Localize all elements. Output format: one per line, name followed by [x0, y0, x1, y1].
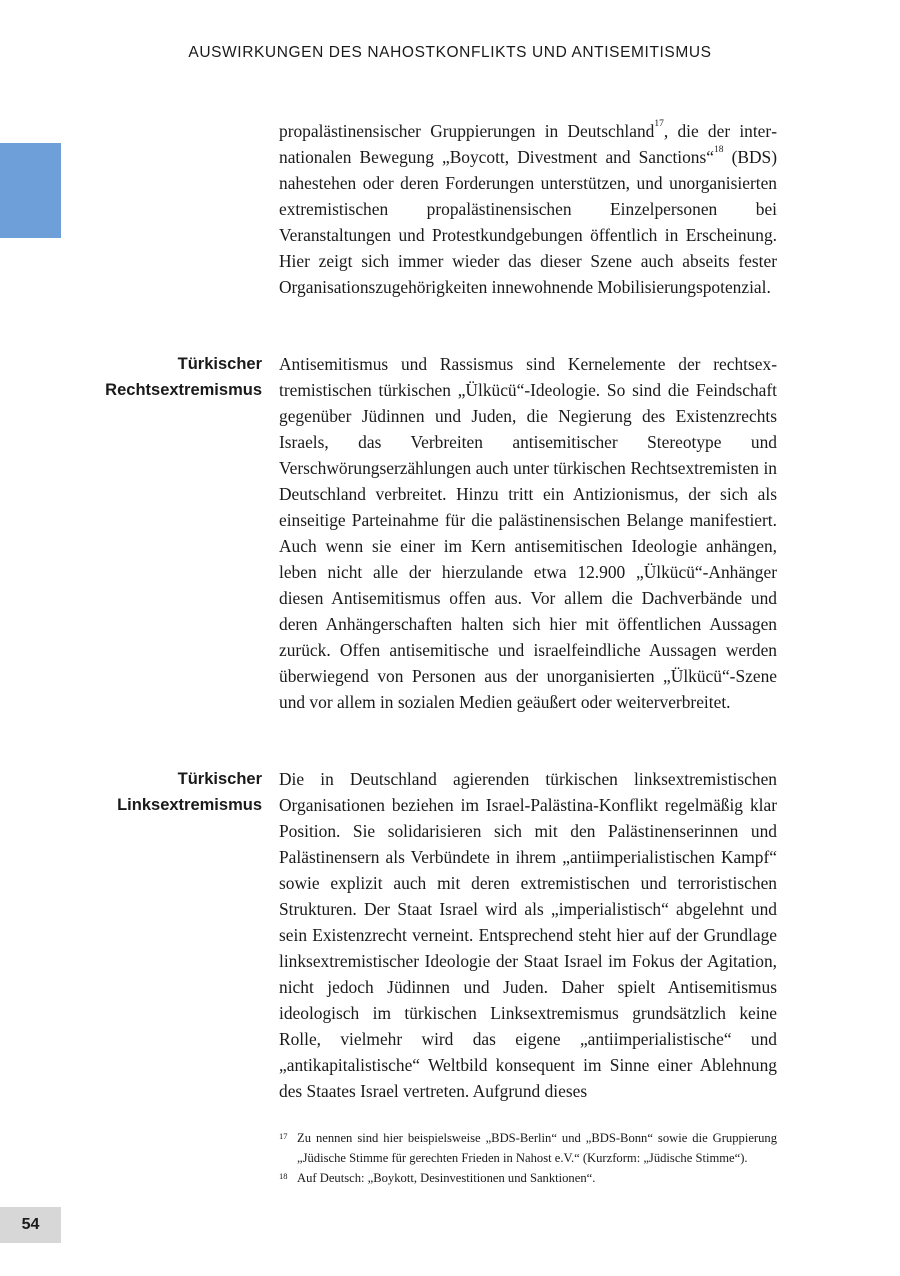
footnote-18: [279, 1168, 777, 1188]
paragraph-text-part2: , die der internationalen Bewegung „Boycott, Divestment and Sanctions“: [279, 121, 777, 167]
footnotes: [279, 1128, 777, 1188]
footnote-ref-18: 18: [714, 145, 724, 155]
margin-heading-line1: Türkischer: [177, 770, 262, 788]
footnote-mark: 17: [279, 1131, 288, 1141]
page-number: 54: [0, 1207, 61, 1243]
margin-heading-line1: Türkischer: [177, 355, 262, 373]
footnote-mark: 18: [279, 1171, 288, 1181]
paragraph-text-part1: propalästinensischer Gruppierungen in Deutschland: [279, 121, 655, 141]
paragraph-linksextremismus: Die in Deutschland agierenden türkischen linksextremistischen Organisationen beziehen im Israel-Palästina-Konflikt regelmäßig klar Position. Sie solidarisieren sich mit den Palästinenserinnen und Palästinensern als Verbündete in ihrem „antiimperialistischen Kampf“ sowie explizit auch mit deren extremistischen und terroristischen Strukturen. Der Staat Israel wird als „imperialistisch“ abgelehnt und sein Existenzrecht verneint. Entsprechend steht hier auf der Grundlage linksextremistischer Ideologie der Staat Israel im Fokus der Agitation, nicht jedoch Jüdinnen und Juden. Daher spielt Antisemitismus ideologisch im türkischen Linksextremismus grundsätzlich keine Rolle, vielmehr wird das eigene „antiimperialistische“ und „antikapitalistische“ Weltbild konsequent im Sinne einer Ablehnung des Staates Israel vertreten. Aufgrund dieses: [279, 769, 777, 1101]
chapter-tab-marker: [0, 143, 61, 238]
footnote-ref-17: 17: [654, 119, 664, 129]
paragraph-text-part3: (BDS) nahestehen oder deren Forderungen unterstützen, und unorganisierten extremistischen propalästinensischen Einzelpersonen bei Veranstaltungen und Protestkundgebungen öffentlich in Erscheinung. Hier zeigt sich immer wieder das dieser Szene auch abseits fester Organisationszugehörigkeiten innewohnende Mobilisierungspotenzial.: [279, 147, 777, 297]
running-header: AUSWIRKUNGEN DES NAHOSTKONFLIKTS UND ANTISEMITISMUS: [188, 44, 712, 61]
footnote-17: [279, 1128, 777, 1168]
paragraph-continuation: [279, 118, 777, 300]
paragraph-rechtsextremismus: Antisemitismus und Rassismus sind Kernelemente der rechtsextremistischen türkischen „Ülkücü“-Ideologie. So sind die Feindschaft gegenüber Jüdinnen und Juden, die Negierung des Existenzrechts Israels, das Verbreiten antisemitischer Stereotype und Verschwörungserzählungen auch unter türkischen Rechtsextremisten in Deutschland verbreitet. Hinzu tritt ein Antizionismus, der sich als einseitige Parteinahme für die palästinensischen Belange manifestiert. Auch wenn sie einer im Kern antisemitischen Ideologie anhängen, leben nicht alle der hierzulande etwa 12.900 „Ülkücü“-Anhänger diesen Antisemitismus offen aus. Vor allem die Dachverbände und deren Anhängerschaften halten sich hier mit öffentlichen Aussagen zurück. Offen antisemitische und israelfeindliche Aussagen werden überwiegend von Personen aus der unorganisierten „Ülkücü“-Szene und vor allem in sozialen Medien geäußert oder weiterverbreitet.: [279, 354, 777, 712]
margin-heading-line2: Rechtsextremismus: [105, 381, 262, 399]
margin-heading-rechtsextremismus: [60, 351, 262, 403]
footnote-text: Zu nennen sind hier beispielsweise „BDS-Berlin“ und „BDS-Bonn“ sowie die Gruppierung „Jüdische Stimme für gerechten Frieden in Nahost e.V.“ (Kurzform: „Jüdische Stimme“).: [297, 1131, 777, 1165]
footnote-text: Auf Deutsch: „Boykott, Desinvestitionen und Sanktionen“.: [297, 1171, 596, 1185]
margin-heading-line2: Linksextremismus: [117, 796, 262, 814]
margin-heading-linksextremismus: [60, 766, 262, 818]
